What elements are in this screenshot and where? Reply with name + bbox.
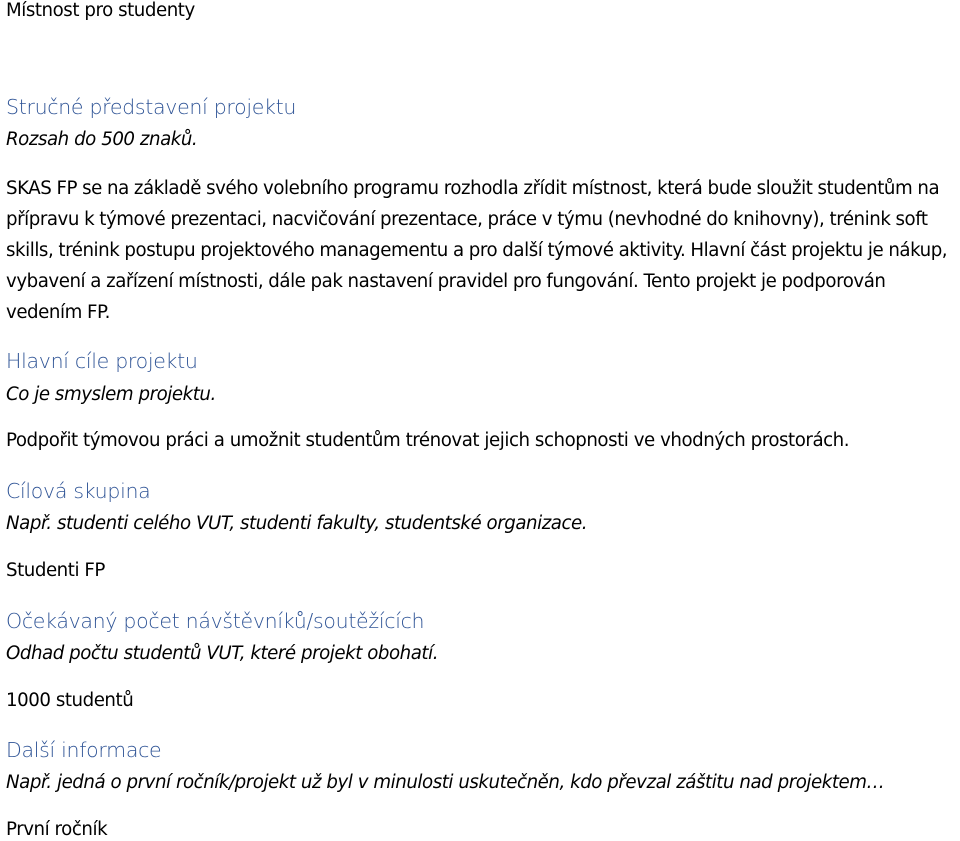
section-heading-target-group: Cílová skupina (6, 479, 151, 503)
section-text-goals: Podpořit týmovou práci a umožnit studentům trénovat jejich schopnosti ve vhodných prostorách. (6, 430, 850, 451)
section-heading-intro: Stručné představení projektu (6, 95, 297, 119)
document-title: Místnost pro studenty (6, 0, 195, 21)
section-heading-visitors: Očekávaný počet návštěvníků/soutěžících (6, 609, 425, 633)
section-hint-intro: Rozsah do 500 znaků. (6, 129, 198, 150)
section-text-intro: SKAS FP se na základě svého volebního programu rozhodla zřídit místnost, která bude sloužit studentům na přípravu k týmové prezentaci, nacvičování prezentace, práce v týmu (nevhodné do knihovny), trénink soft skills, trénink postupu projektového managementu a pro další týmové aktivity. Hlavní část projektu je nákup, vybavení a zařízení místnosti, dále pak nastavení pravidel pro fungování. Tento projekt je podporován vedením FP. (6, 178, 948, 324)
section-hint-goals: Co je smyslem projektu. (6, 384, 216, 405)
section-text-more-info: První ročník (6, 819, 108, 840)
section-hint-visitors: Odhad počtu studentů VUT, které projekt obohatí. (6, 643, 439, 664)
section-hint-more-info: Např. jedná o první ročník/projekt už byl v minulosti uskutečněn, kdo převzal záštitu nad projektem… (6, 772, 885, 793)
section-text-target-group: Studenti FP (6, 560, 105, 581)
section-text-visitors: 1000 studentů (6, 690, 134, 711)
section-heading-goals: Hlavní cíle projektu (6, 349, 198, 373)
section-heading-more-info: Další informace (6, 738, 162, 762)
section-hint-target-group: Např. studenti celého VUT, studenti fakulty, studentské organizace. (6, 513, 588, 534)
